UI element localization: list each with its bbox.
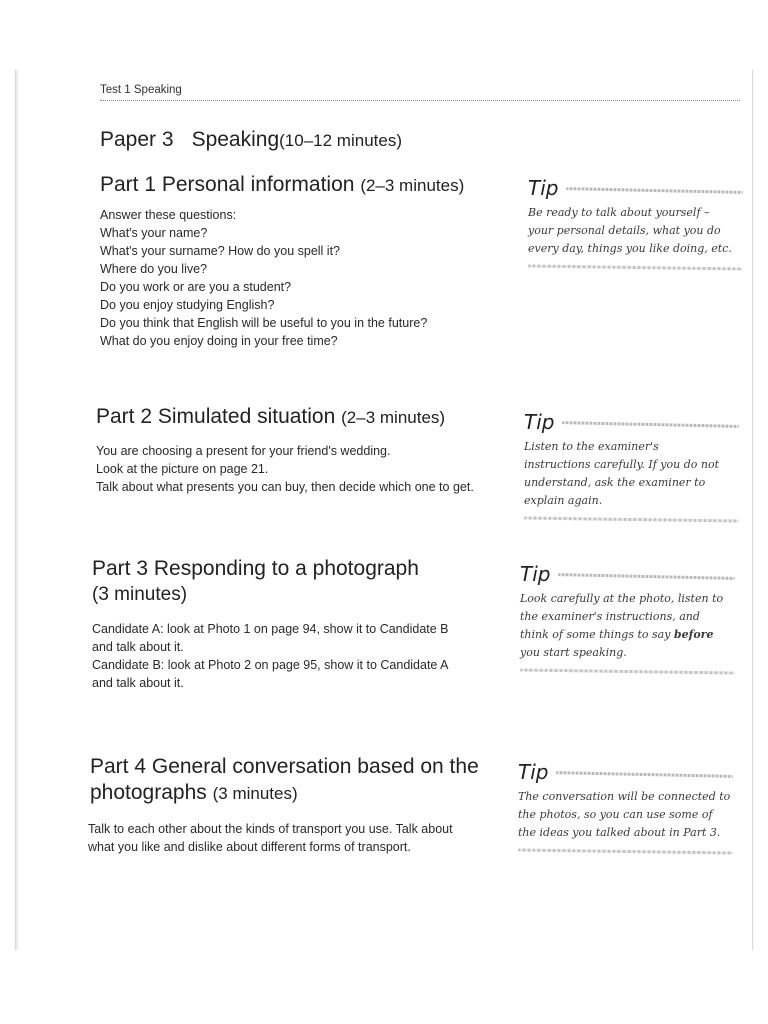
tip-heading: Tip	[524, 410, 555, 434]
part-4-duration: (3 minutes)	[212, 784, 298, 803]
part-2-tip	[524, 410, 739, 521]
part-3-line: Candidate A: look at Photo 1 on page 94, show it to Candidate B	[92, 622, 449, 636]
part-1-line: Do you work or are you a student?	[100, 280, 292, 294]
tip-line: the examiner's instructions, and	[520, 610, 700, 623]
part-2-line: You are choosing a present for your friend's wedding.	[96, 444, 391, 458]
part-1-tip	[528, 176, 743, 269]
paper-title	[100, 128, 402, 152]
tip-line: the ideas you talked about in Part 3.	[518, 826, 721, 839]
part-1-line: Where do you live?	[100, 262, 208, 276]
part-1-name: Part 1 Personal information	[100, 173, 355, 196]
tip-line: Be ready to talk about yourself –	[528, 206, 710, 219]
tip-line: every day, things you like doing, etc.	[528, 242, 732, 255]
part-2-line: Look at the picture on page 21.	[96, 462, 269, 476]
tip-line	[520, 626, 735, 644]
part-1-line: What do you enjoy doing in your free time?	[100, 334, 338, 348]
part-2-instructions	[96, 442, 474, 496]
tip-heading: Tip	[520, 562, 551, 586]
paper-number: Paper 3	[100, 128, 174, 151]
paper-duration: (10–12 minutes)	[279, 131, 402, 150]
part-3-line: Candidate B: look at Photo 2 on page 95, show it to Candidate A	[92, 658, 449, 672]
tip-line: The conversation will be connected to	[518, 790, 731, 803]
tip-line-start: think of some things to say	[520, 628, 671, 641]
part-3-instructions	[92, 620, 449, 692]
tip-heading: Tip	[518, 760, 549, 784]
tip-line: Look carefully at the photo, listen to	[520, 592, 724, 605]
part-4-name-cont: photographs	[90, 781, 207, 804]
part-1-line: Do you enjoy studying English?	[100, 298, 275, 312]
part-2-name: Part 2 Simulated situation	[96, 405, 336, 428]
header-divider	[100, 100, 740, 101]
part-3-tip	[520, 562, 735, 673]
part-1-duration: (2–3 minutes)	[360, 176, 465, 195]
part-1-title	[100, 172, 464, 199]
tip-emphasis: before	[673, 628, 714, 641]
part-3-title	[92, 556, 419, 608]
tip-divider	[556, 771, 733, 778]
part-4-line: what you like and dislike about different forms of transport.	[88, 840, 411, 854]
paper-subject: Speaking	[191, 128, 280, 151]
tip-line: understand, ask the examiner to	[524, 476, 706, 489]
part-1-line: What's your surname? How do you spell it?	[100, 244, 340, 258]
part-4-instructions	[88, 820, 453, 856]
tip-line: the photos, so you can use some of	[518, 808, 713, 821]
tip-divider	[558, 573, 735, 580]
part-1-questions	[100, 206, 427, 350]
part-1-line: Do you think that English will be useful to you in the future?	[100, 316, 428, 330]
part-3-duration: (3 minutes)	[92, 584, 188, 605]
tip-line: Listen to the examiner's	[524, 440, 659, 453]
page-edge-left	[16, 70, 19, 950]
page-header: Test 1 Speaking	[100, 84, 182, 96]
tip-line: instructions carefully. If you do not	[524, 458, 720, 471]
part-3-line: and talk about it.	[92, 640, 184, 654]
part-4-title	[90, 754, 479, 807]
part-3-name: Part 3 Responding to a photograph	[92, 557, 419, 580]
tip-heading: Tip	[528, 176, 559, 200]
tip-line: explain again.	[524, 494, 603, 507]
tip-line: you start speaking.	[520, 646, 627, 659]
part-4-name: Part 4 General conversation based on the	[90, 755, 479, 778]
part-1-line: Answer these questions:	[100, 208, 237, 222]
part-4-tip	[518, 760, 733, 853]
tip-divider	[562, 421, 739, 428]
tip-line: your personal details, what you do	[528, 224, 721, 237]
part-4-line: Talk to each other about the kinds of transport you use. Talk about	[88, 822, 453, 836]
part-2-duration: (2–3 minutes)	[341, 408, 446, 427]
part-2-line: Talk about what presents you can buy, then decide which one to get.	[96, 480, 474, 494]
part-3-line: and talk about it.	[92, 676, 184, 690]
part-2-title	[96, 404, 445, 431]
part-1-line: What's your name?	[100, 226, 208, 240]
tip-divider	[566, 187, 743, 194]
